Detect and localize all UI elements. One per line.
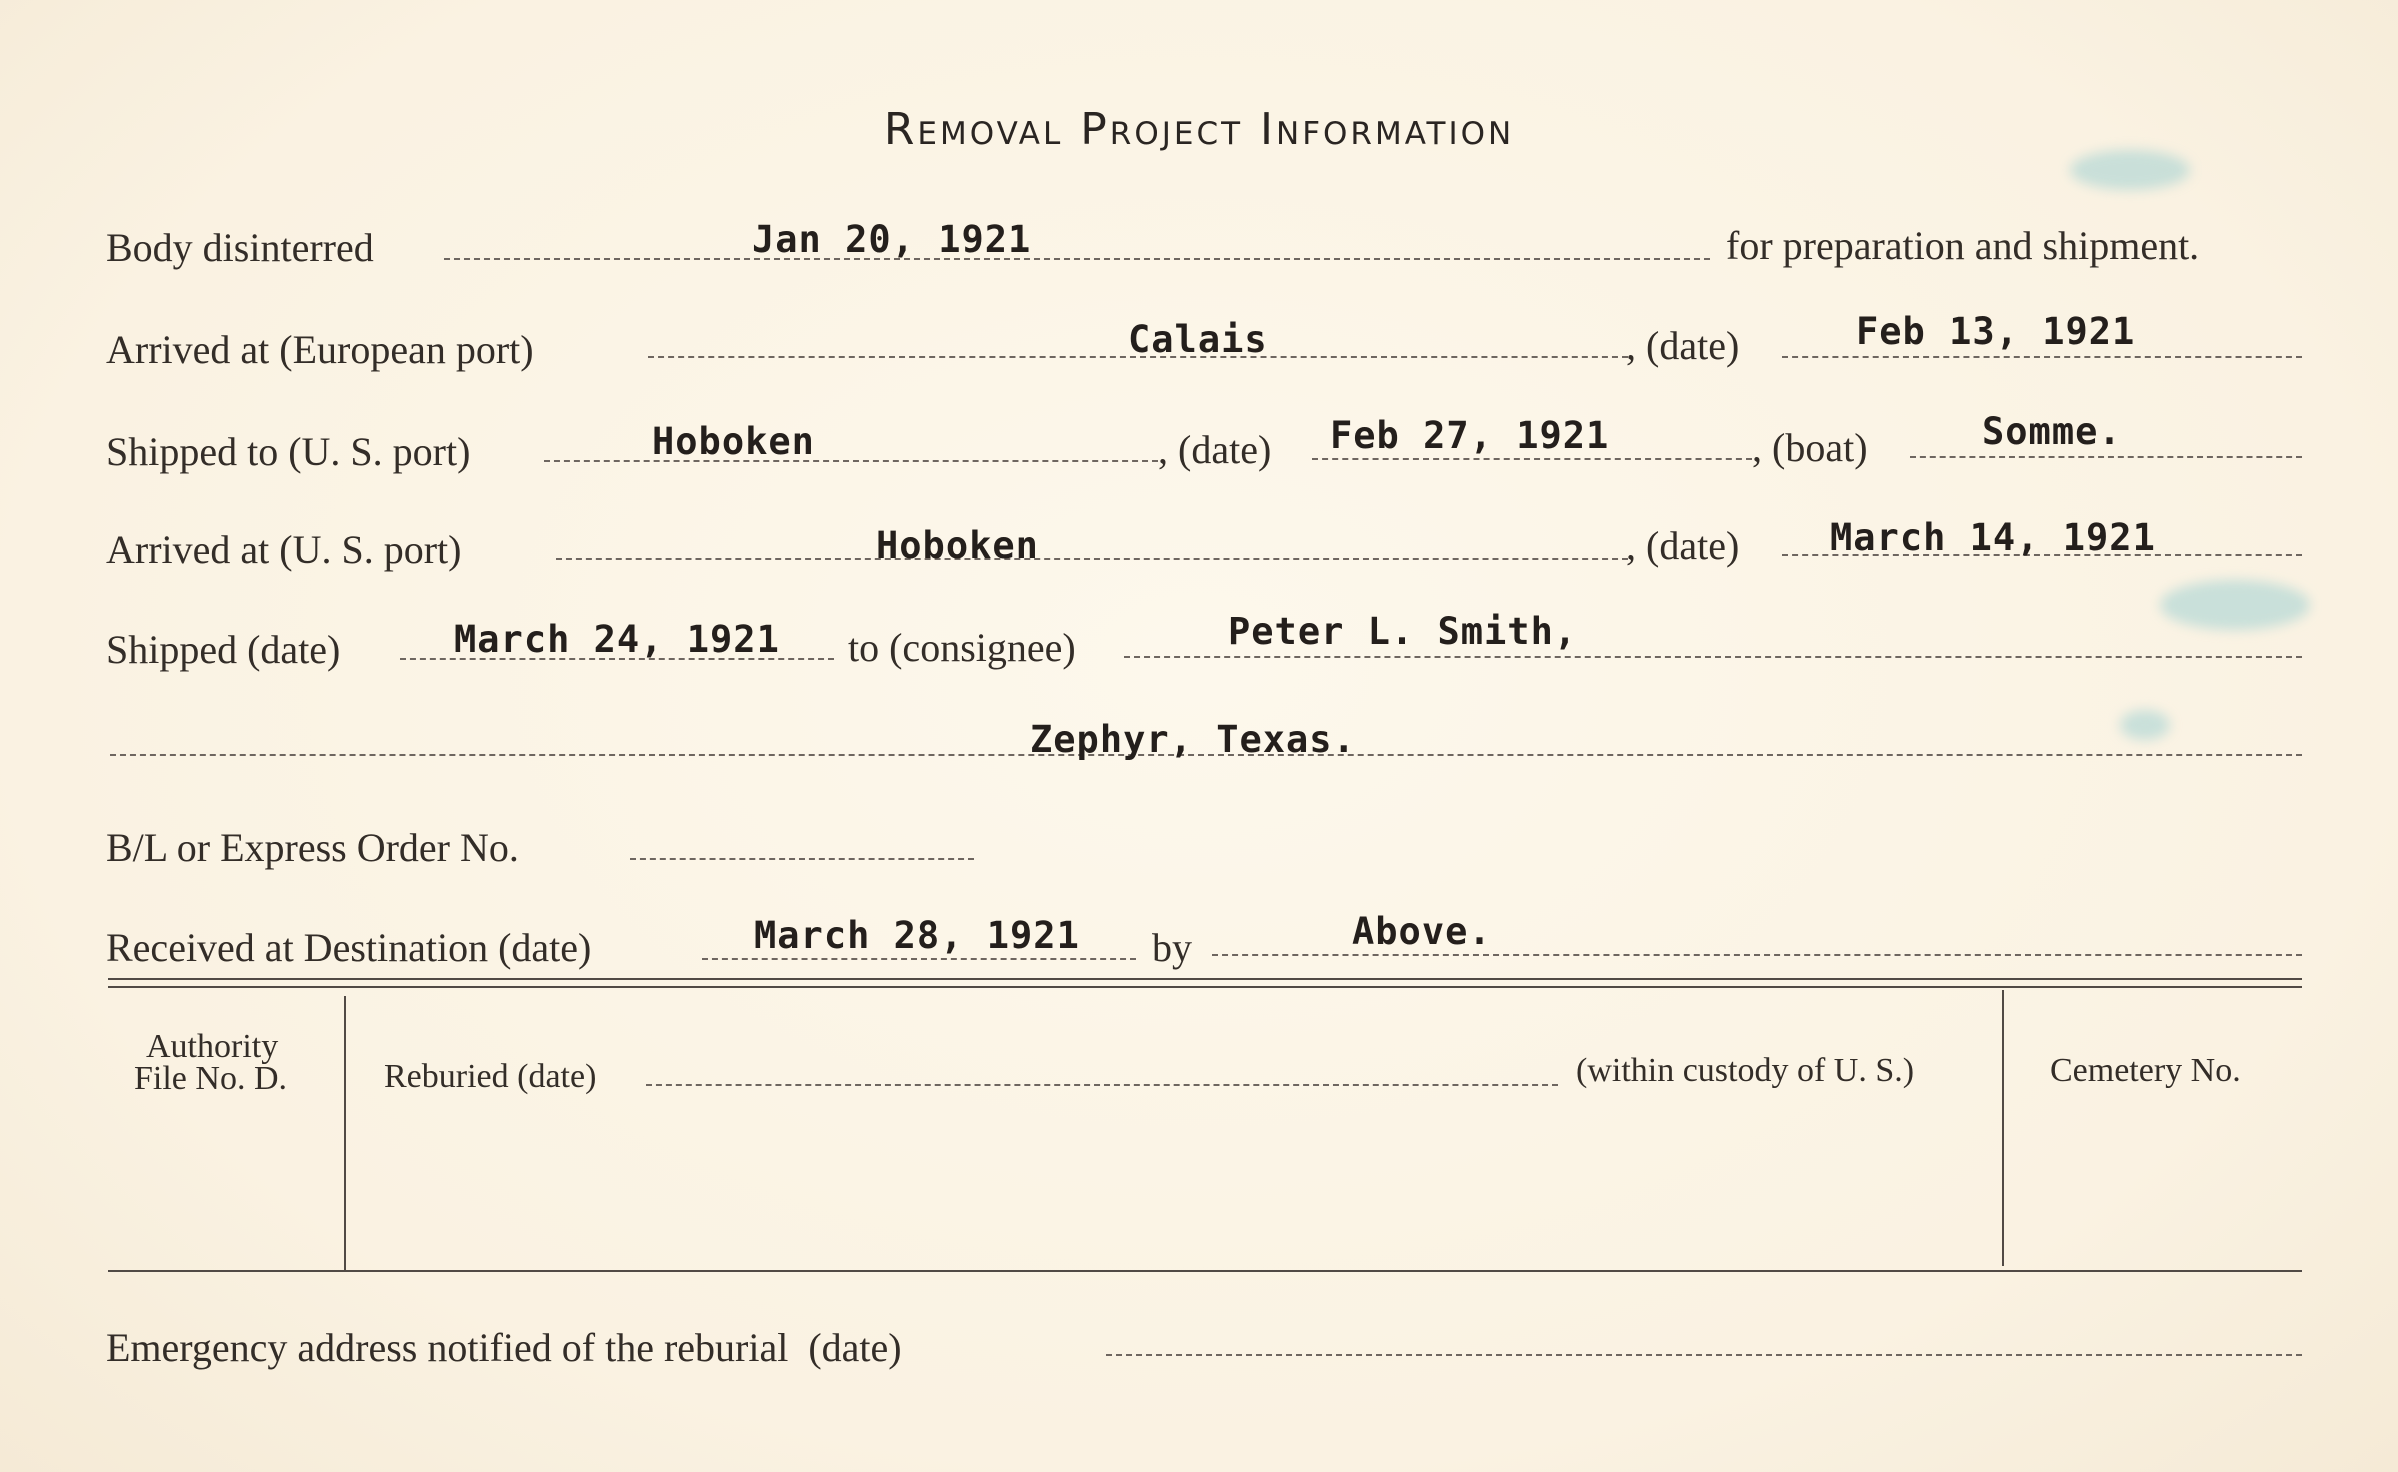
shipped-date-label: Shipped (date)	[106, 627, 341, 672]
shipped-date-value: March 24, 1921	[454, 618, 780, 661]
arrived-european-date: Feb 13, 1921	[1856, 310, 2136, 353]
ink-stain-small	[2120, 710, 2170, 740]
card-title: Removal Project Information	[883, 104, 1515, 155]
authority-label-line1: Authority	[146, 1028, 279, 1065]
reburied-line	[646, 1084, 1558, 1086]
consignee-value: Peter L. Smith,	[1228, 610, 1578, 653]
shipped-us-date-line	[1312, 458, 1752, 460]
received-label: Received at Destination (date)	[106, 925, 592, 970]
shipped-us-port: Hoboken	[652, 420, 815, 463]
bl-order-label: B/L or Express Order No.	[106, 825, 519, 870]
arrived-us-label: Arrived at (U. S. port)	[106, 527, 462, 572]
custody-label: (within custody of U. S.)	[1576, 1052, 1915, 1089]
bl-order-line	[630, 858, 974, 860]
shipped-us-boat-line	[1910, 456, 2302, 458]
shipped-us-date: Feb 27, 1921	[1330, 414, 1610, 457]
ink-stain-top-right	[2070, 150, 2190, 190]
received-by-label: by	[1152, 925, 1192, 970]
table-top-rule-second	[108, 986, 2302, 988]
arrived-european-label: Arrived at (European port)	[106, 327, 534, 372]
consignee-line	[1124, 656, 2302, 658]
body-disinterred-label: Body disinterred	[106, 225, 374, 270]
emergency-label: Emergency address notified of the reburial (date)	[106, 1325, 902, 1370]
authority-label-line2: File No. D.	[134, 1060, 287, 1097]
arrived-us-date-label: , (date)	[1626, 523, 1740, 568]
table-divider-left	[344, 996, 346, 1272]
arrived-us-date: March 14, 1921	[1830, 516, 2156, 559]
body-disinterred-value: Jan 20, 1921	[752, 218, 1032, 261]
arrived-us-line	[556, 558, 1628, 560]
body-disinterred-line	[444, 258, 1710, 260]
shipped-us-label: Shipped to (U. S. port)	[106, 429, 471, 474]
shipped-us-boat: Somme.	[1982, 410, 2122, 453]
consignee-address: Zephyr, Texas.	[1030, 718, 1356, 761]
table-bottom-rule	[108, 1270, 2302, 1272]
arrived-us-port: Hoboken	[876, 524, 1039, 567]
arrived-european-port: Calais	[1128, 318, 1268, 361]
received-by-value: Above.	[1352, 910, 1492, 953]
table-divider-right	[2002, 990, 2004, 1266]
shipped-us-boat-label: , (boat)	[1752, 425, 1868, 470]
cemetery-label: Cemetery No.	[2050, 1052, 2241, 1089]
reburied-label: Reburied (date)	[384, 1058, 597, 1095]
shipped-us-date-label: , (date)	[1158, 427, 1272, 472]
shipped-us-line	[544, 460, 1158, 462]
received-date-line	[702, 958, 1136, 960]
received-date: March 28, 1921	[754, 914, 1080, 957]
table-top-rule	[108, 978, 2302, 980]
body-disinterred-suffix: for preparation and shipment.	[1726, 223, 2200, 268]
emergency-line	[1106, 1354, 2302, 1356]
ink-stain-mid-right	[2160, 580, 2310, 630]
consignee-label: to (consignee)	[848, 625, 1076, 670]
arrived-european-date-line	[1782, 356, 2302, 358]
received-by-line	[1212, 954, 2302, 956]
arrived-european-date-label: , (date)	[1626, 323, 1740, 368]
